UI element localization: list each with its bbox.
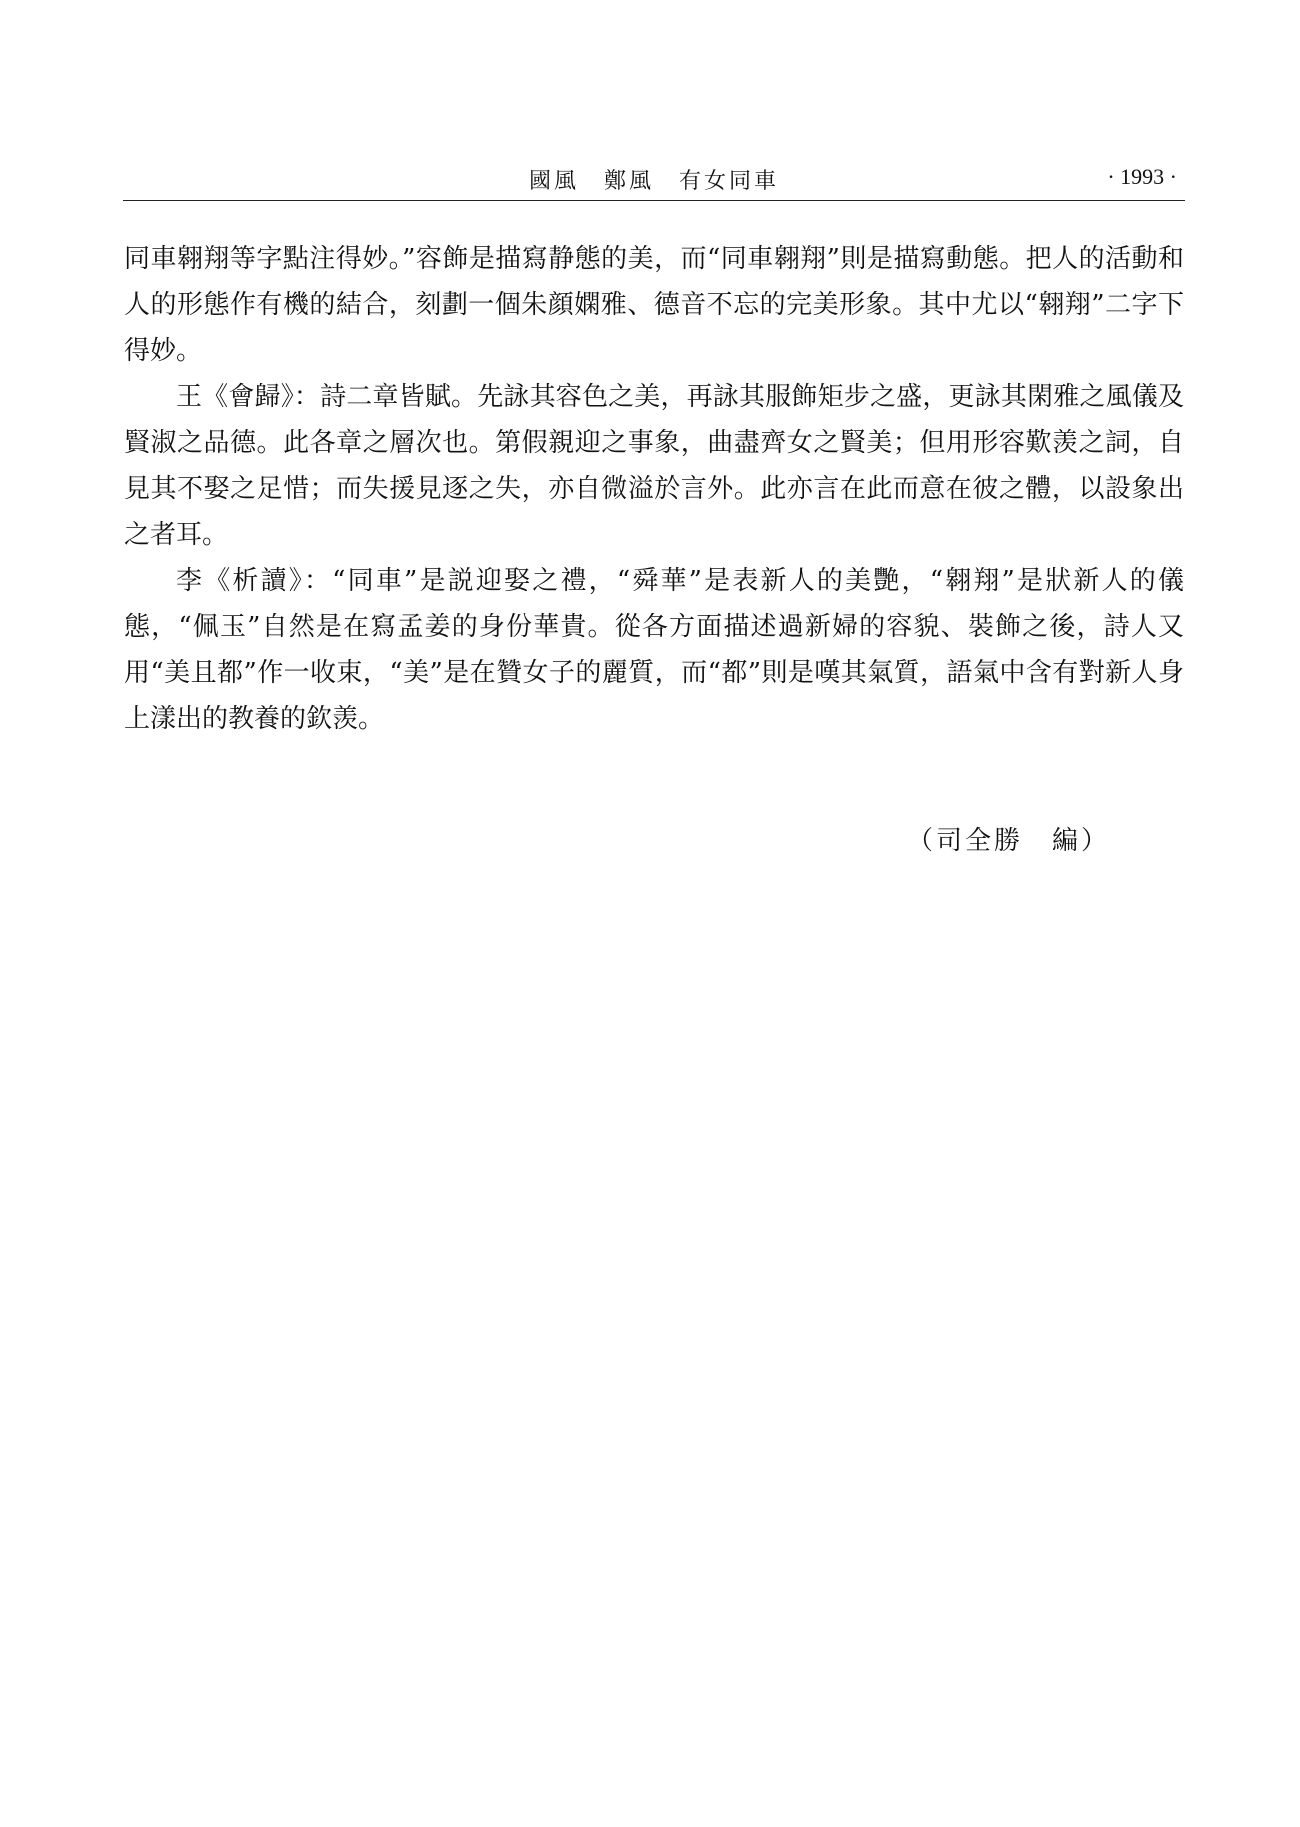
paragraph-2: 王《會歸》：詩二章皆賦。先詠其容色之美，再詠其服飾矩步之盛，更詠其閑雅之風儀及賢淑之品德。此各章之層次也。第假親迎之事象，曲盡齊女之賢美；但用形容歎羡之詞，自見其不娶之足惜；而失援見逐之失，亦自微溢於言外。此亦言在此而意在彼之體，以設象出之者耳。 xyxy=(124,382,1184,550)
running-head xyxy=(123,158,1185,200)
editor-credit: （司全勝 編） xyxy=(906,826,1110,856)
running-head-title: 國風 鄭風 有女同車 xyxy=(528,169,779,194)
page-number: · 1993 · xyxy=(1107,164,1177,189)
paragraph-3: 李《析讀》：“同車”是説迎娶之禮，“舜華”是表新人的美艷，“翱翔”是狀新人的儀態，“佩玉”自然是在寫孟姜的身份華貴。從各方面描述過新婦的容貌、裝飾之後，詩人又用“美且都”作一收束，“美”是在贊女子的麗質，而“都”則是嘆其氣質，語氣中含有對新人身上漾出的教養的欽羡。 xyxy=(124,566,1184,734)
paragraph-1: 同車翱翔等字點注得妙。”容飾是描寫静態的美，而“同車翱翔”則是描寫動態。把人的活動和人的形態作有機的結合，刻劃一個朱顔嫻雅、德音不忘的完美形象。其中尤以“翱翔”二字下得妙。 xyxy=(124,244,1184,366)
body-text xyxy=(124,236,1184,742)
header-rule xyxy=(123,200,1185,201)
